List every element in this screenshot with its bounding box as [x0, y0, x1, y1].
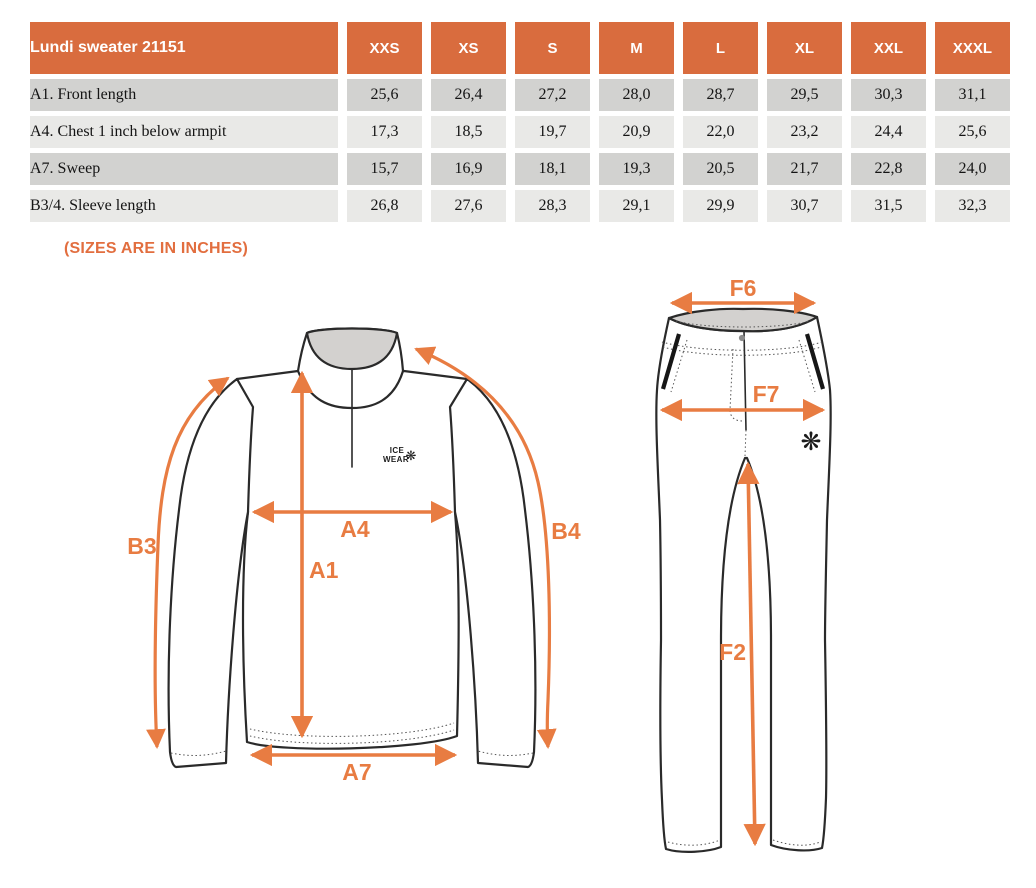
logo-text-ice: ICE: [389, 446, 405, 455]
table-header-row: [30, 22, 1010, 74]
measurement-value: 21,7: [767, 153, 842, 185]
measurement-value: 32,3: [935, 190, 1010, 222]
a1-label: A1: [309, 557, 339, 583]
logo-text-wear: WEAR: [382, 455, 410, 464]
measurement-value: 20,9: [599, 116, 674, 148]
size-column-header: XL: [767, 22, 842, 74]
f7-label: F7: [752, 381, 780, 407]
measurement-value: 18,5: [431, 116, 506, 148]
measurement-value: 22,0: [683, 116, 758, 148]
product-title: Lundi sweater 21151: [30, 22, 338, 74]
measurement-value: 17,3: [347, 116, 422, 148]
size-column-header: XXL: [851, 22, 926, 74]
sweater-diagram: [127, 329, 581, 786]
snowflake-icon: ❋: [800, 427, 822, 456]
measurement-value: 29,5: [767, 79, 842, 111]
waist-button: [739, 335, 745, 341]
measurement-value: 18,1: [515, 153, 590, 185]
measurement-row: [30, 116, 1010, 148]
measurement-value: 15,7: [347, 153, 422, 185]
measurement-value: 27,6: [431, 190, 506, 222]
measurement-value: 22,8: [851, 153, 926, 185]
measurement-label: B3/4. Sleeve length: [30, 190, 338, 222]
size-column-header: XXXL: [935, 22, 1010, 74]
pants-outline: [656, 317, 830, 852]
measurement-row: [30, 190, 1010, 222]
measurement-value: 24,0: [935, 153, 1010, 185]
measurement-value: 23,2: [767, 116, 842, 148]
measurement-value: 30,3: [851, 79, 926, 111]
measurement-value: 25,6: [935, 116, 1010, 148]
measurement-label: A1. Front length: [30, 79, 338, 111]
snowflake-icon: ❋: [405, 449, 417, 464]
measurement-label: A7. Sweep: [30, 153, 338, 185]
a4-label: A4: [340, 516, 370, 542]
measurement-value: 31,5: [851, 190, 926, 222]
measurement-row: [30, 153, 1010, 185]
b4-label: B4: [551, 518, 581, 544]
measurement-value: 28,3: [515, 190, 590, 222]
measurement-value: 16,9: [431, 153, 506, 185]
measurement-value: 26,8: [347, 190, 422, 222]
size-column-header: L: [683, 22, 758, 74]
f6-label: F6: [729, 275, 757, 301]
sweater-left-sleeve: [169, 379, 253, 767]
measurement-value: 27,2: [515, 79, 590, 111]
measurement-label: A4. Chest 1 inch below armpit: [30, 116, 338, 148]
measurement-value: 28,0: [599, 79, 674, 111]
measurement-value: 25,6: [347, 79, 422, 111]
sizes-note: (SIZES ARE IN INCHES): [64, 240, 249, 257]
size-chart-table: [21, 17, 1019, 227]
measurement-value: 24,4: [851, 116, 926, 148]
b3-label: B3: [127, 533, 157, 559]
garment-diagrams: [0, 270, 1036, 888]
measurement-value: 29,9: [683, 190, 758, 222]
measurement-value: 28,7: [683, 79, 758, 111]
f2-arrow: [748, 464, 755, 844]
measurement-value: 31,1: [935, 79, 1010, 111]
measurement-value: 20,5: [683, 153, 758, 185]
size-column-header: XXS: [347, 22, 422, 74]
size-column-header: M: [599, 22, 674, 74]
pants-diagram: [656, 275, 830, 852]
size-column-header: S: [515, 22, 590, 74]
measurement-value: 26,4: [431, 79, 506, 111]
a7-label: A7: [342, 759, 372, 785]
measurement-value: 29,1: [599, 190, 674, 222]
measurement-value: 19,7: [515, 116, 590, 148]
f2-label: F2: [719, 639, 746, 665]
size-column-header: XS: [431, 22, 506, 74]
measurement-row: [30, 79, 1010, 111]
measurement-value: 19,3: [599, 153, 674, 185]
measurement-value: 30,7: [767, 190, 842, 222]
